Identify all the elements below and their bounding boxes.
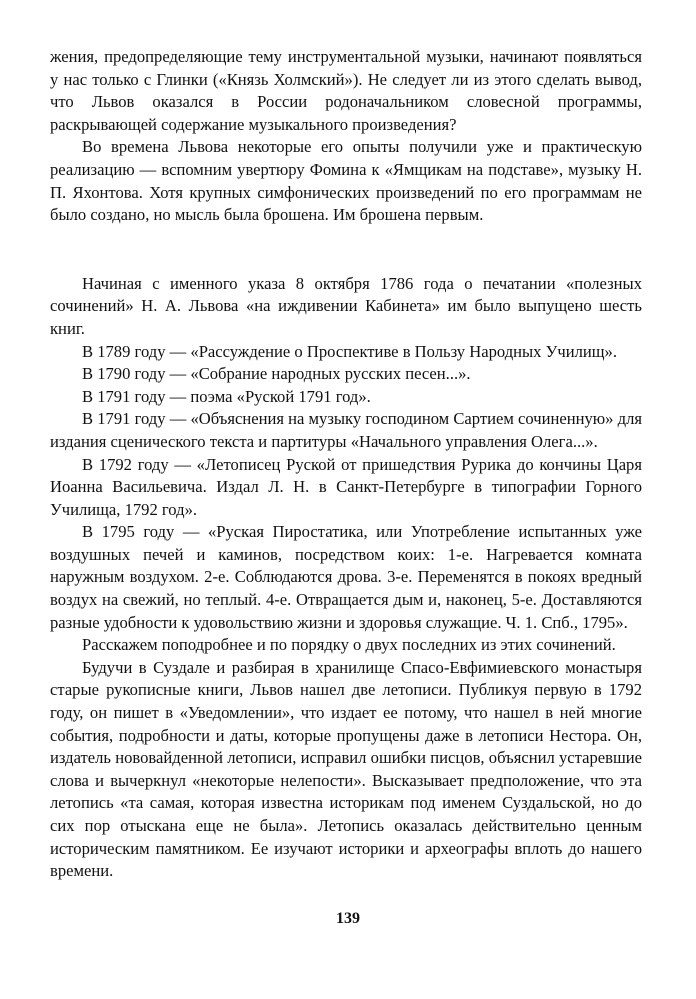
- section-break: [50, 227, 642, 273]
- paragraph: В 1792 году — «Летописец Руской от пришедствия Рурика до кончины Царя Иоанна Васильевича. Издал Л. Н. в Санкт-Петербурге в типографии Горного Училища, 1792 год».: [50, 454, 642, 519]
- paragraph: Расскажем поподробнее и по порядку о двух последних из этих сочинений.: [82, 635, 616, 655]
- page-number: 139: [336, 910, 360, 927]
- paragraph: В 1795 году — «Руская Пиростатика, или Употребление испытанных уже воздушных печей и каминов, посредством коих: 1-е. Нагревается комната наружным воздухом. 2-е. Соблюдаются дрова. 3-е. Переменятся в покоях вредный воздух на свежий, но теплый. 4-е. Отвращается дым и, наконец, 5-е. Доставляются разные удобности к удовольствию жизни и здоровья служащие. Ч. 1. Спб., 1795».: [50, 522, 642, 632]
- paragraph: Начиная с именного указа 8 октября 1786 года о печатании «полезных сочинений» Н. А. Львова «на иждивении Кабинета» им было выпущено шесть книг.: [50, 273, 642, 338]
- page-body: [50, 46, 642, 883]
- paragraph: В 1790 году — «Собрание народных русских песен...».: [82, 364, 471, 384]
- paragraph: В 1791 году — «Объяснения на музыку господином Сартием сочиненную» для издания сценического текста и партитуры «Начального управления Олега...».: [50, 409, 642, 451]
- paragraph: Будучи в Суздале и разбирая в хранилище Спасо-Евфимиевского монастыря старые рукописные книги, Львов нашел две летописи. Публикуя первую в 1792 году, он пишет в «Уведомлении», что издает ее потому, что нашел в ней многие события, подробности и даты, которые пропущены даже в летописи Нестора. Он, издатель нововайденной летописи, исправил ошибки писцов, объяснил устаревшие слова и вычеркнул «некоторые нелепости». Высказывает предположение, что эта летопись «та самая, которая известна историкам под именем Суздальской, но до сих пор отыскана еще не была». Летопись оказалась действительно ценным историческим памятником. Ее изучают историки и археографы вплоть до нашего времени.: [50, 657, 642, 881]
- paragraph: Во времена Львова некоторые его опыты получили уже и практическую реализацию — вспомним увертюру Фомина к «Ямщикам на подставе», музыку Н. П. Яхонтова. Хотя крупных симфонических произведений по его программам не было создано, но мысль была брошена. Им брошена первым.: [50, 137, 642, 225]
- paragraph: жения, предопределяющие тему инструментальной музыки, начинают появляться у нас только с Глинки («Князь Холмский»). Не следует ли из этого сделать вывод, что Львов оказался в России родоначальником словесной программы, раскрывающей содержание музыкального произведения?: [50, 47, 642, 134]
- paragraph: В 1789 году — «Рассуждение о Проспективе в Пользу Народных Училищ».: [82, 341, 617, 361]
- paragraph: В 1791 году — поэма «Руской 1791 год».: [82, 386, 371, 406]
